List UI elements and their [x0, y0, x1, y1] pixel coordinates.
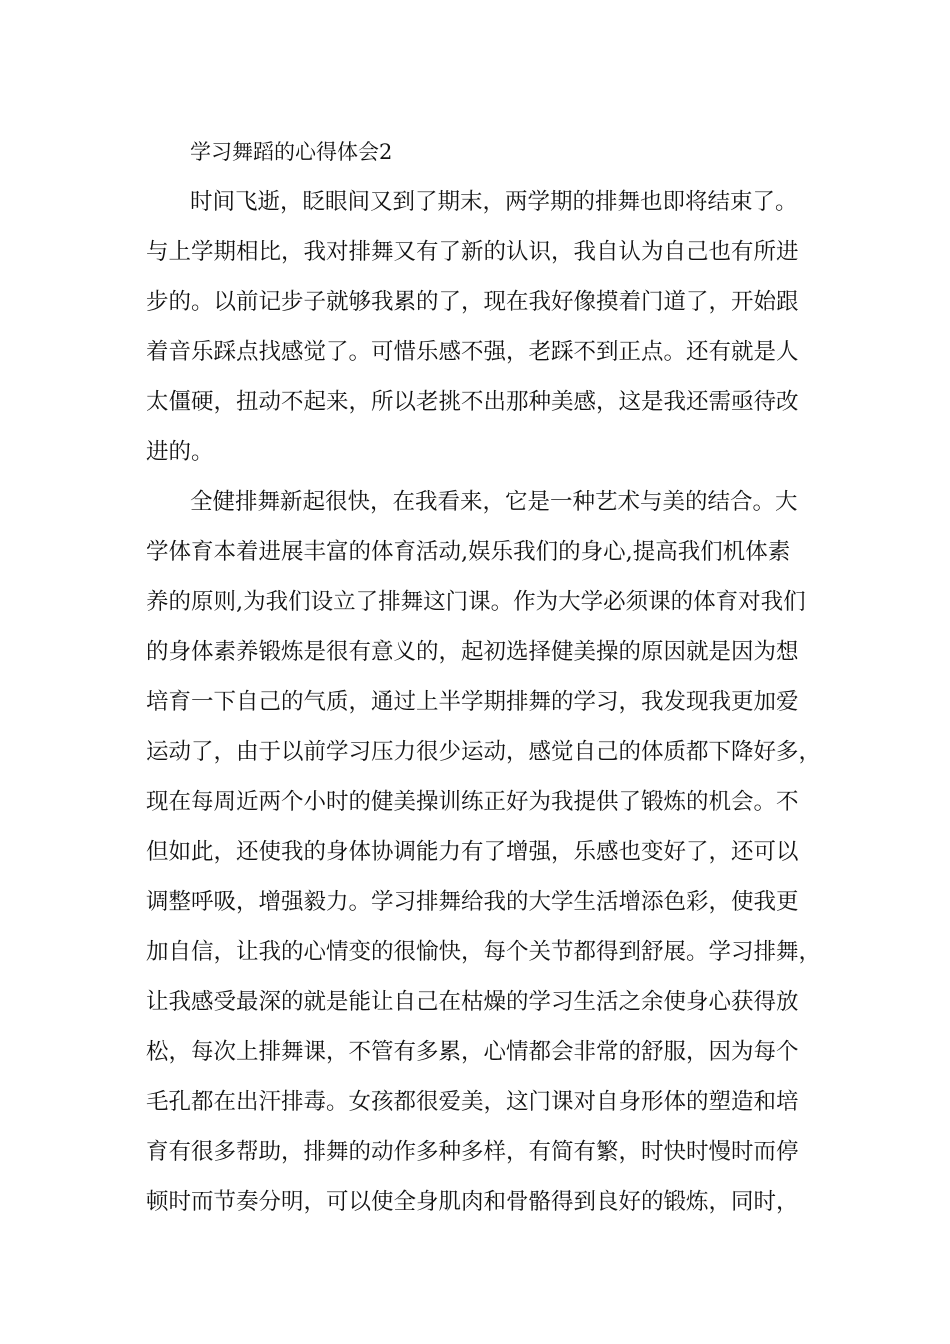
paragraph-1-line-1: 时间飞逝，眨眼间又到了期末，两学期的排舞也即将结束了。: [190, 189, 798, 215]
paragraph-2-line-15: 顿时而节奏分明，可以使全身肌肉和骨骼得到良好的锻炼，同时，: [146, 1189, 799, 1215]
paragraph-2-line-14: 育有很多帮助，排舞的动作多种多样，有简有繁，时快时慢时而停: [146, 1139, 799, 1165]
paragraph-2-line-4: 的身体素养锻炼是很有意义的，起初选择健美操的原因就是因为想: [146, 639, 799, 665]
paragraph-2-line-2: 学体育本着进展丰富的体育活动,娱乐我们的身心,提高我们机体素: [146, 539, 791, 565]
paragraph-2-line-9: 调整呼吸，增强毅力。学习排舞给我的大学生活增添色彩，使我更: [146, 889, 799, 915]
paragraph-1-line-2: 与上学期相比，我对排舞又有了新的认识，我自认为自己也有所进: [146, 239, 799, 265]
paragraph-2-line-11: 让我感受最深的就是能让自己在枯燥的学习生活之余使身心获得放: [146, 989, 799, 1015]
paragraph-2-line-8: 但如此，还使我的身体协调能力有了增强，乐感也变好了，还可以: [146, 839, 799, 865]
paragraph-2-line-12: 松，每次上排舞课，不管有多累，心情都会非常的舒服，因为每个: [146, 1039, 799, 1065]
paragraph-1-line-5: 太僵硬，扭动不起来，所以老挑不出那种美感，这是我还需亟待改: [146, 389, 799, 415]
paragraph-1-line-3: 步的。以前记步子就够我累的了，现在我好像摸着门道了，开始跟: [146, 289, 799, 315]
paragraph-2-line-7: 现在每周近两个小时的健美操训练正好为我提供了锻炼的机会。不: [146, 789, 799, 815]
document-title: 学习舞蹈的心得体会2: [190, 140, 393, 164]
paragraph-2-line-1: 全健排舞新起很快，在我看来，它是一种艺术与美的结合。大: [190, 489, 798, 515]
paragraph-2-line-13: 毛孔都在出汗排毒。女孩都很爱美，这门课对自身形体的塑造和培: [146, 1089, 799, 1115]
paragraph-1-line-6: 进的。: [146, 439, 214, 465]
paragraph-1-line-4: 着音乐踩点找感觉了。可惜乐感不强，老踩不到正点。还有就是人: [146, 339, 799, 365]
paragraph-2-line-10: 加自信，让我的心情变的很愉快，每个关节都得到舒展。学习排舞，: [146, 939, 822, 965]
paragraph-2-line-5: 培育一下自己的气质，通过上半学期排舞的学习，我发现我更加爱: [146, 689, 799, 715]
paragraph-2-line-3: 养的原则,为我们设立了排舞这门课。作为大学必须课的体育对我们: [146, 589, 806, 615]
paragraph-2-line-6: 运动了，由于以前学习压力很少运动，感觉自己的体质都下降好多，: [146, 739, 822, 765]
